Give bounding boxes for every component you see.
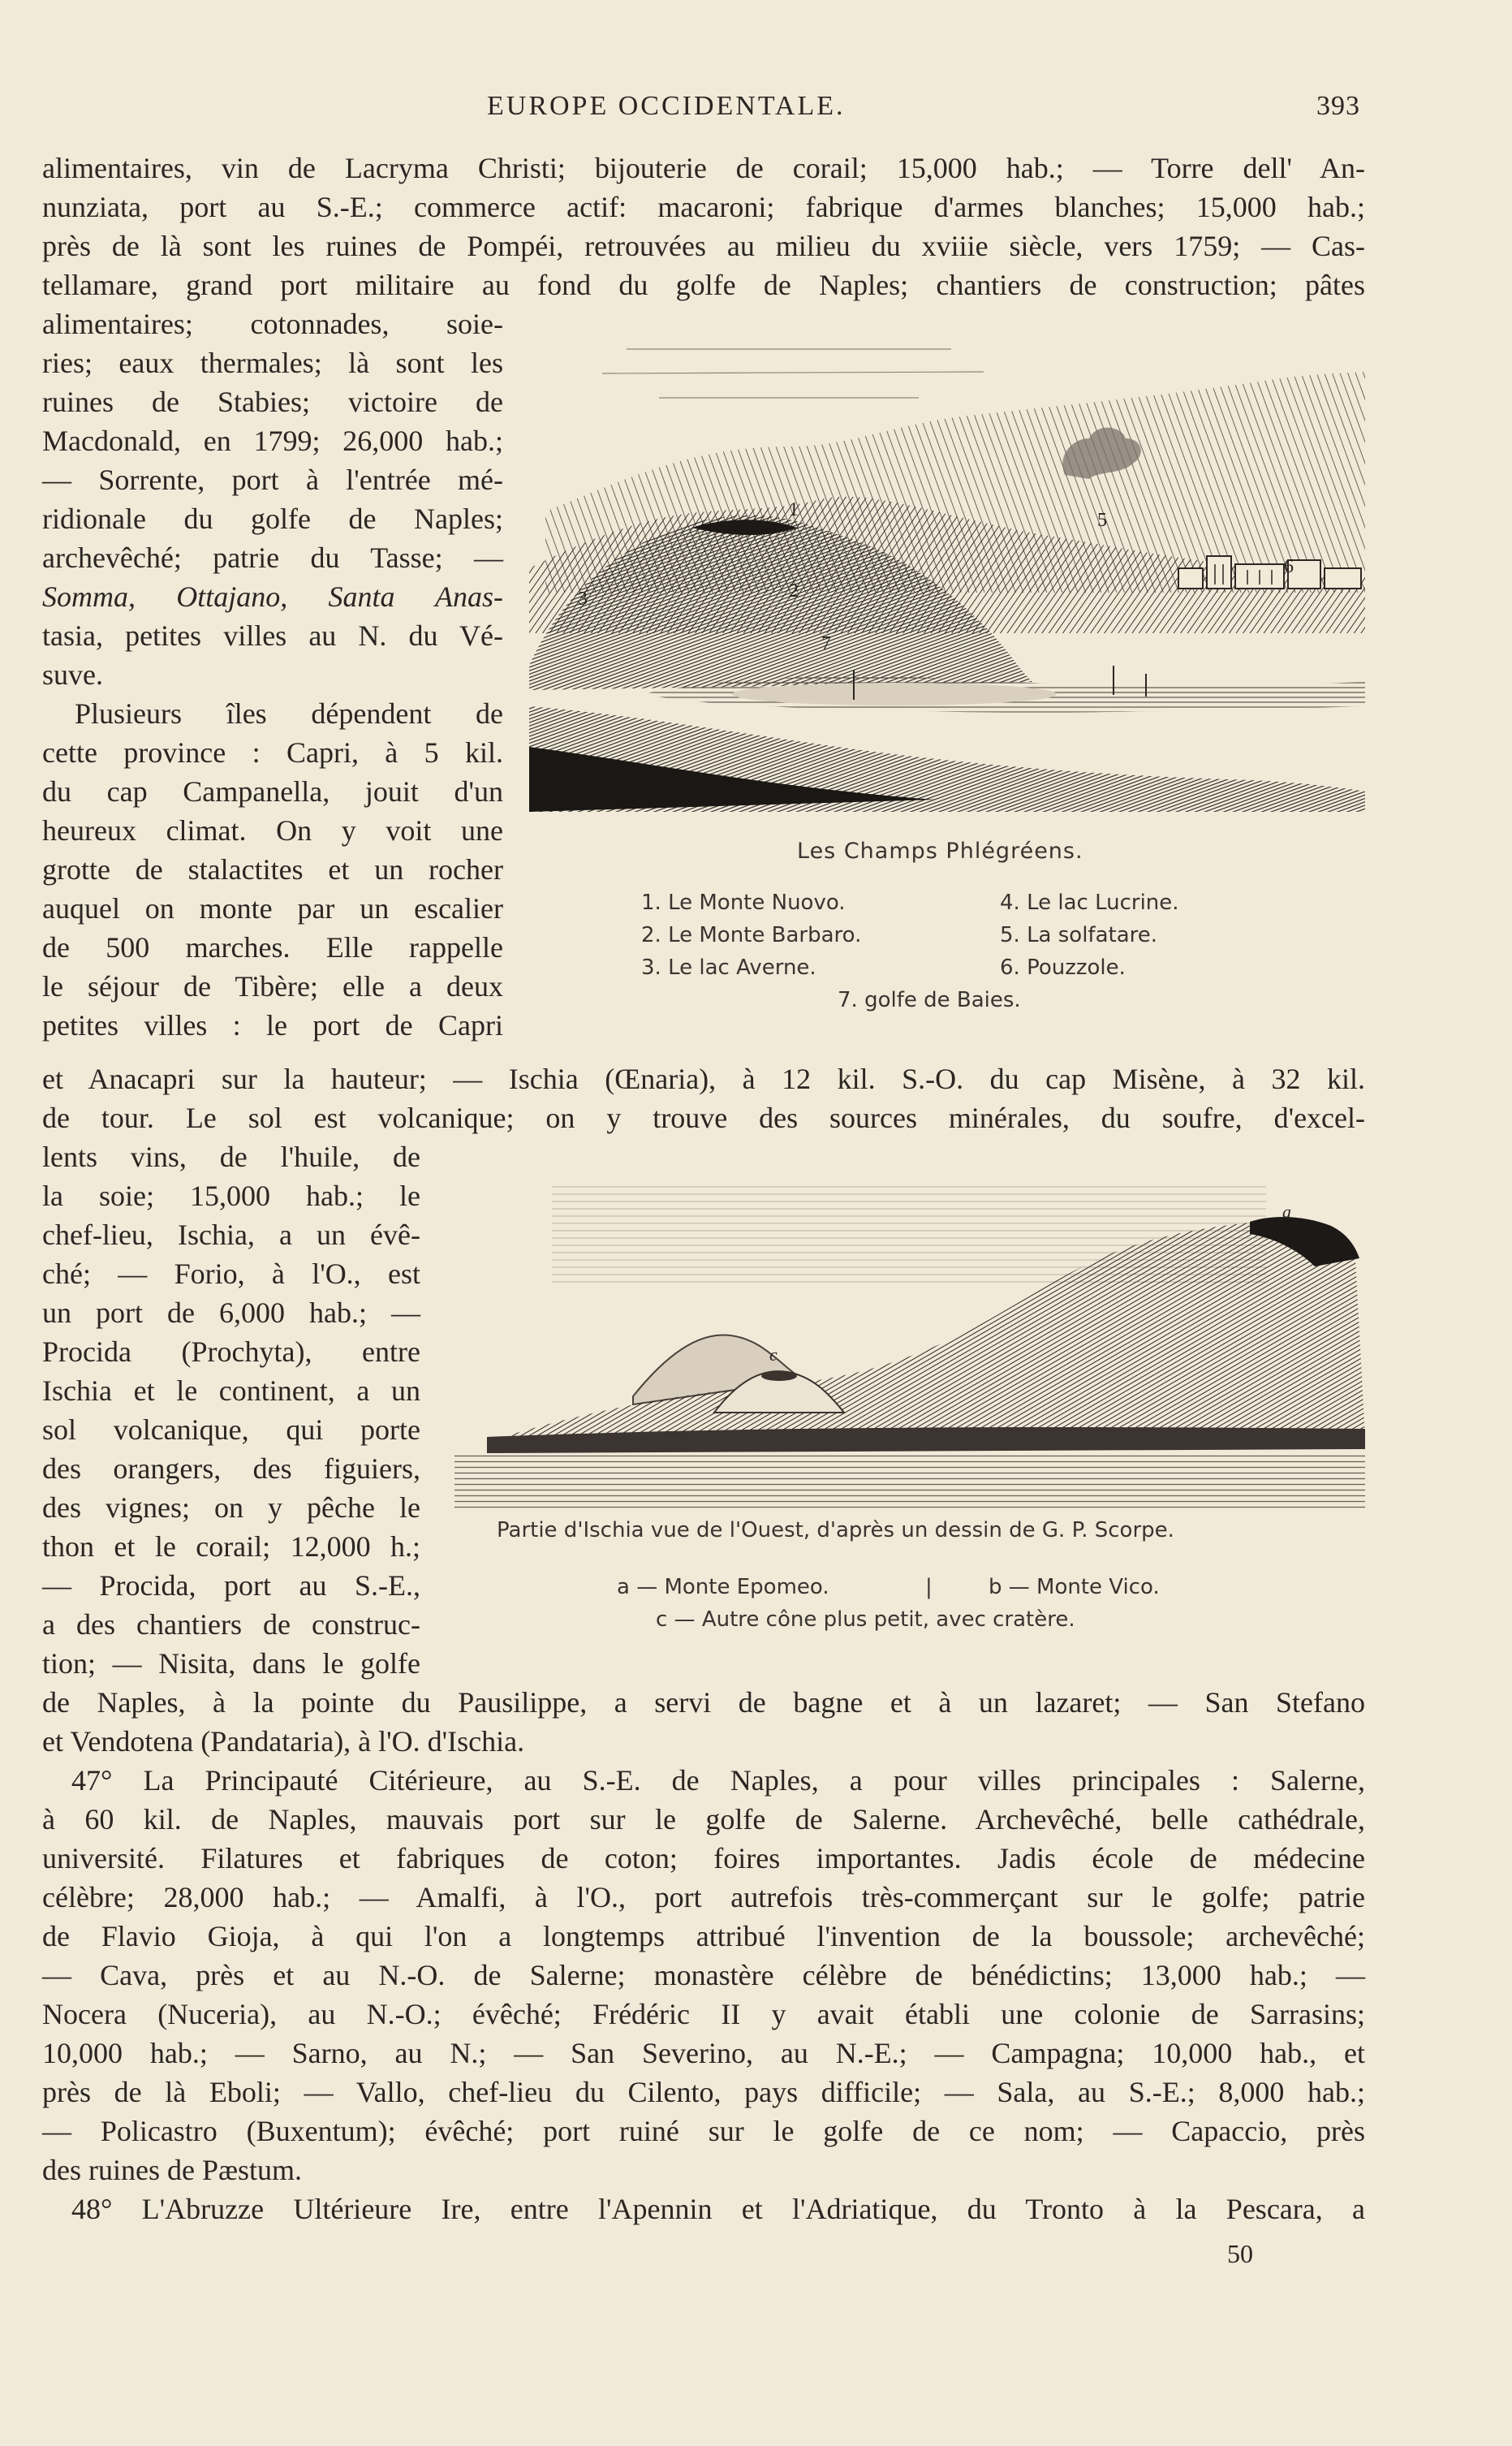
figure-ischia	[454, 1169, 1365, 1510]
text-line: de Flavio Gioja, à qui l'on a longtemps attribué l'invention de la boussole; archevêché;	[42, 1920, 1365, 1952]
figure-label: 6	[1284, 556, 1294, 577]
signature-mark: 50	[1227, 2239, 1253, 2268]
text-line: et Vendotena (Pandataria), à l'O. d'Ischia.	[42, 1725, 525, 1758]
text-line: Somma, Ottajano, Santa Anas-	[42, 580, 503, 613]
text-line: petites villes : le port de Capri	[42, 1009, 503, 1042]
figure-label: 5	[1097, 510, 1107, 531]
text-line: du cap Campanella, jouit d'un	[42, 775, 503, 808]
text-line: ché; — Forio, à l'O., est	[42, 1258, 420, 1290]
engraving-ischia	[454, 1169, 1365, 1510]
legend-item: 7. golfe de Baies.	[838, 988, 1021, 1012]
text-line: un port de 6,000 hab.; —	[42, 1296, 420, 1329]
text-line: de Naples, à la pointe du Pausilippe, a servi de bagne et à un lazaret; — San Stefano	[42, 1686, 1365, 1719]
text-line: à 60 kil. de Naples, mauvais port sur le golfe de Salerne. Archevêché, belle cathédrale,	[42, 1803, 1365, 1836]
text-line: tellamare, grand port militaire au fond du golfe de Naples; chantiers de construction; pâtes	[42, 269, 1365, 301]
text-line: 48° L'Abruzze Ultérieure Ire, entre l'Apennin et l'Adriatique, du Tronto à la Pescara, a	[71, 2193, 1365, 2225]
text-line: la soie; 15,000 hab.; le	[42, 1180, 420, 1212]
legend-separator: |	[925, 1575, 933, 1599]
text-line: Plusieurs îles dépendent de	[75, 697, 503, 730]
legend-item: b — Monte Vico.	[989, 1575, 1160, 1599]
text-line: thon et le corail; 12,000 h.;	[42, 1530, 420, 1563]
legend-item: 5. La solfatare.	[1000, 923, 1158, 947]
text-line: — Procida, port au S.-E.,	[42, 1569, 420, 1602]
text-line: ries; eaux thermales; là sont les	[42, 347, 503, 379]
figure-champs-phlegreens	[529, 325, 1365, 812]
legend-item: 3. Le lac Averne.	[641, 956, 816, 980]
figure-label: 1	[789, 499, 799, 520]
text-line: tasia, petites villes au N. du Vé-	[42, 619, 503, 652]
legend-item: 2. Le Monte Barbaro.	[641, 923, 862, 947]
figure-label: 7	[821, 633, 831, 654]
engraving-champs-phlegreens	[529, 325, 1365, 812]
text-line: des ruines de Pæstum.	[42, 2154, 302, 2186]
figure-label: c	[769, 1344, 778, 1365]
text-line: sol volcanique, qui porte	[42, 1413, 420, 1446]
text-line: ridionale du golfe de Naples;	[42, 503, 503, 535]
text-line: — Sorrente, port à l'entrée mé-	[42, 464, 503, 496]
text-line: — Cava, près et au N.-O. de Salerne; monastère célèbre de bénédictins; 13,000 hab.; —	[42, 1959, 1365, 1991]
text-line: chef-lieu, Ischia, a un évê-	[42, 1219, 420, 1251]
text-line: a des chantiers de construc-	[42, 1608, 420, 1641]
text-line: heureux climat. On y voit une	[42, 814, 503, 847]
text-line: Nocera (Nuceria), au N.-O.; évêché; Frédéric II y avait établi une colonie de Sarrasins;	[42, 1998, 1365, 2030]
text-line: auquel on monte par un escalier	[42, 892, 503, 925]
text-line: des vignes; on y pêche le	[42, 1491, 420, 1524]
text-line: 47° La Principauté Citérieure, au S.-E. de Naples, a pour villes principales : Salerne,	[71, 1764, 1365, 1797]
figure-caption: Partie d'Ischia vue de l'Ouest, d'après un dessin de G. P. Scorpe.	[497, 1518, 1174, 1542]
figure-label: a	[1282, 1201, 1291, 1222]
text-line: célèbre; 28,000 hab.; — Amalfi, à l'O., port autrefois très-commerçant sur le golfe; patrie	[42, 1881, 1365, 1913]
text-line: des orangers, des figuiers,	[42, 1452, 420, 1485]
legend-item: 4. Le lac Lucrine.	[1000, 891, 1179, 915]
text-line: cette province : Capri, à 5 kil.	[42, 736, 503, 769]
text-line: près de là sont les ruines de Pompéi, retrouvées au milieu du xviiie siècle, vers 1759; — Cas-	[42, 230, 1365, 262]
running-header: EUROPE OCCIDENTALE.	[487, 91, 846, 121]
text-line: de tour. Le sol est volcanique; on y trouve des sources minérales, du soufre, d'excel-	[42, 1102, 1365, 1134]
page-number: 393	[1316, 91, 1360, 121]
legend-item: 6. Pouzzole.	[1000, 956, 1126, 980]
text-line: près de là Eboli; — Vallo, chef-lieu du Cilento, pays difficile; — Sala, au S.-E.; 8,000 hab.;	[42, 2076, 1365, 2108]
figure-label: 3	[578, 589, 588, 610]
text-line: tion; — Nisita, dans le golfe	[42, 1647, 420, 1680]
text-line: lents vins, de l'huile, de	[42, 1141, 420, 1173]
text-line: — Policastro (Buxentum); évêché; port ruiné sur le golfe de ce nom; — Capaccio, près	[42, 2115, 1365, 2147]
text-line: Ischia et le continent, a un	[42, 1374, 420, 1407]
text-line: grotte de stalactites et un rocher	[42, 853, 503, 886]
figure-caption: Les Champs Phlégréens.	[797, 839, 1083, 864]
text-line: université. Filatures et fabriques de coton; foires importantes. Jadis école de médecine	[42, 1842, 1365, 1874]
legend-item: a — Monte Epomeo.	[617, 1575, 829, 1599]
text-line: de 500 marches. Elle rappelle	[42, 931, 503, 964]
text-line: ruines de Stabies; victoire de	[42, 386, 503, 418]
text-line: le séjour de Tibère; elle a deux	[42, 970, 503, 1003]
text-line: suve.	[42, 658, 103, 691]
text-line: alimentaires, vin de Lacryma Christi; bijouterie de corail; 15,000 hab.; — Torre dell' An-	[42, 152, 1365, 184]
legend-item: 1. Le Monte Nuovo.	[641, 891, 846, 915]
legend-item: c — Autre cône plus petit, avec cratère.	[656, 1607, 1075, 1632]
text-line: Procida (Prochyta), entre	[42, 1335, 420, 1368]
figure-label: 2	[789, 580, 799, 602]
text-line: nunziata, port au S.-E.; commerce actif: macaroni; fabrique d'armes blanches; 15,000 hab.;	[42, 191, 1365, 223]
text-line: Macdonald, en 1799; 26,000 hab.;	[42, 425, 503, 457]
text-line: 10,000 hab.; — Sarno, au N.; — San Severino, au N.-E.; — Campagna; 10,000 hab., et	[42, 2037, 1365, 2069]
text-line: et Anacapri sur la hauteur; — Ischia (Œnaria), à 12 kil. S.-O. du cap Misène, à 32 kil.	[42, 1063, 1365, 1095]
text-line: alimentaires; cotonnades, soie-	[42, 308, 503, 340]
text-line: archevêché; patrie du Tasse; —	[42, 541, 503, 574]
